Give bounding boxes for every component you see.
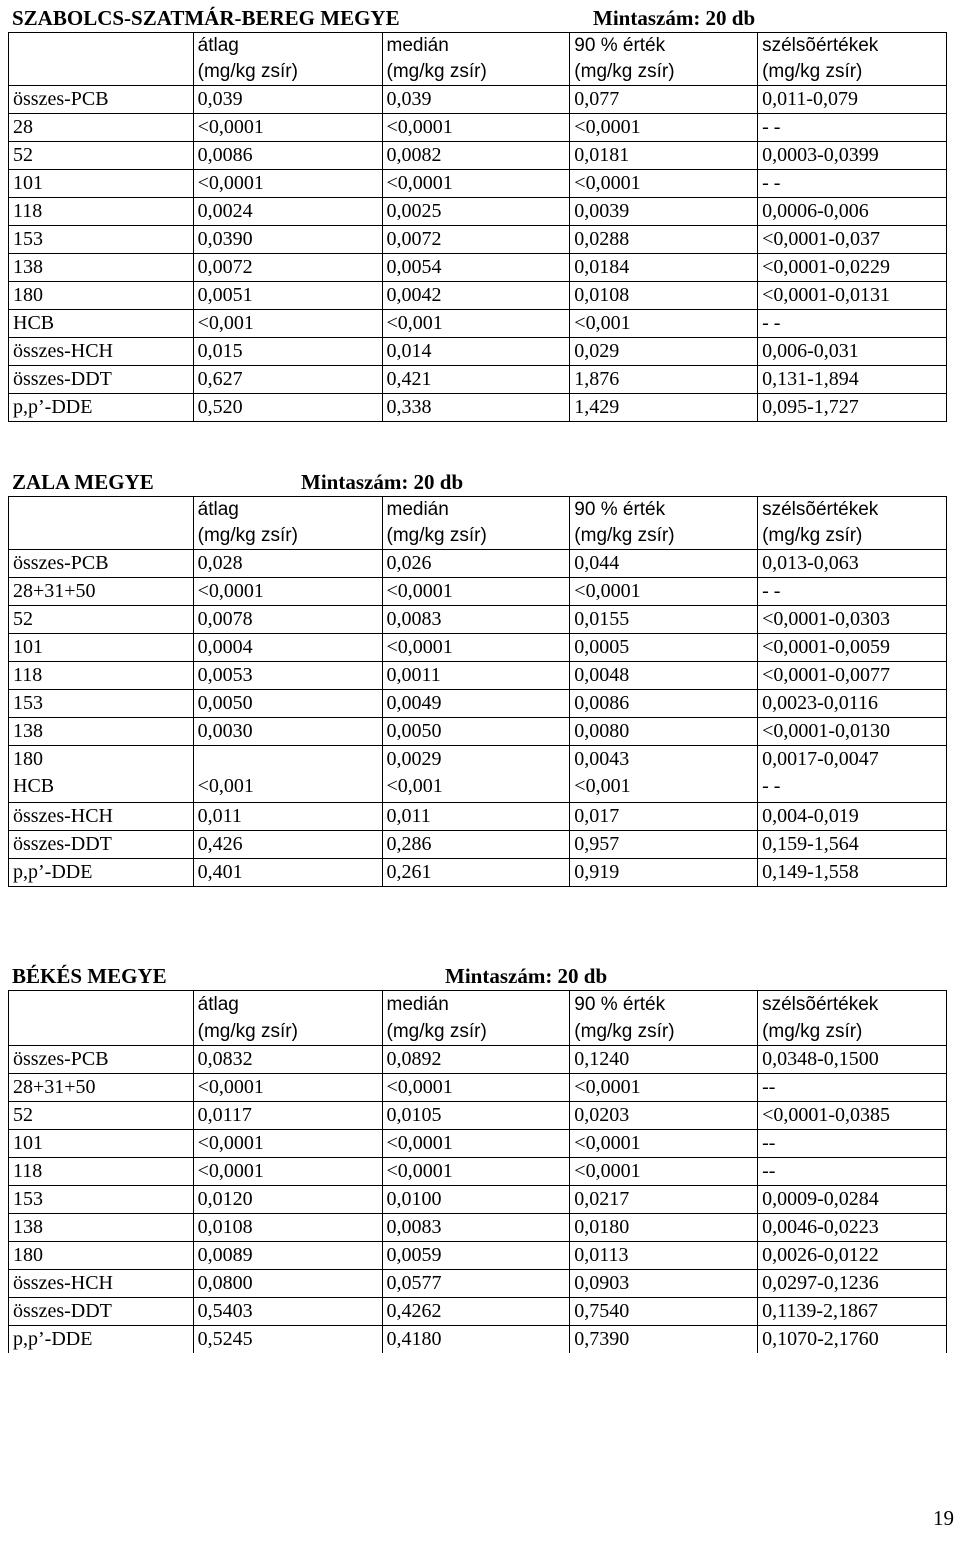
table-row [9, 114, 947, 142]
table-cell: 0,011-0,079 [758, 86, 947, 114]
row-label: összes-DDT [9, 1298, 194, 1326]
table-row [9, 831, 947, 859]
section-bekes [8, 962, 947, 1353]
table-cell: 0,0892 [382, 1046, 570, 1074]
table-row [9, 198, 947, 226]
table-cell: 0,0053 [193, 662, 382, 690]
table-cell: 0,015 [193, 338, 382, 366]
table-cell: 0,4180 [382, 1326, 570, 1354]
row-label: HCB [9, 310, 194, 338]
table-cell: <0,0001-0,0131 [758, 282, 947, 310]
table-cell: 0,5403 [193, 1298, 382, 1326]
table-cell: - - [758, 170, 947, 198]
table-cell: -- [758, 1158, 947, 1186]
table-cell: 0,0082 [382, 142, 570, 170]
table-cell: 0,159-1,564 [758, 831, 947, 859]
table-cell: 0,261 [382, 859, 570, 887]
table-row [9, 1186, 947, 1214]
header-p90: 90 % érték (mg/kg zsír) [570, 497, 758, 550]
table-row [9, 1270, 947, 1298]
sample-count: Mintaszám: 20 db [445, 964, 608, 988]
table-cell: - - [758, 578, 947, 606]
table-cell: 0,0024 [193, 198, 382, 226]
table-row [9, 718, 947, 746]
header-empty [9, 991, 194, 1046]
table-cell: 0,0800 [193, 1270, 382, 1298]
table-cell: 0,0042 [382, 282, 570, 310]
row-label: 153 [9, 226, 194, 254]
table-row [9, 662, 947, 690]
row-label: összes-PCB [9, 86, 194, 114]
table-row [9, 578, 947, 606]
table-cell: 0,0113 [570, 1242, 758, 1270]
table-cell: 0,0117 [193, 1102, 382, 1130]
table-row [9, 254, 947, 282]
table-cell: 0,0072 [382, 226, 570, 254]
table-cell: 0,0108 [570, 282, 758, 310]
table-cell: <0,0001 [193, 1074, 382, 1102]
row-label: összes-HCH [9, 338, 194, 366]
table-cell: 0,0203 [570, 1102, 758, 1130]
table-cell: 0,401 [193, 859, 382, 887]
table-cell: <0,0001-0,0059 [758, 634, 947, 662]
table-cell: <0,0001 [382, 634, 570, 662]
header-szelso: szélsõértékek (mg/kg zsír) [758, 497, 947, 550]
header-median: medián (mg/kg zsír) [382, 33, 570, 86]
header-median: medián (mg/kg zsír) [382, 991, 570, 1046]
table-cell: <0,0001 [382, 1130, 570, 1158]
table-cell: 0,0120 [193, 1186, 382, 1214]
table-cell: <0,0001-0,0229 [758, 254, 947, 282]
header-empty [9, 497, 194, 550]
row-label: összes-PCB [9, 1046, 194, 1074]
table-cell: <0,0001-0,0130 [758, 718, 947, 746]
table-cell: 0,011 [193, 803, 382, 831]
row-label: összes-PCB [9, 550, 194, 578]
table-cell: 0,0184 [570, 254, 758, 282]
header-p90: 90 % érték (mg/kg zsír) [570, 991, 758, 1046]
section-zala [8, 468, 947, 887]
table-cell: 0,338 [382, 394, 570, 422]
table-row [9, 1298, 947, 1326]
table-cell: 0,0048 [570, 662, 758, 690]
table-cell: 0,0348-0,1500 [758, 1046, 947, 1074]
table-cell: 0,421 [382, 366, 570, 394]
table-cell: 0,4262 [382, 1298, 570, 1326]
table-cell: 0,0039 [570, 198, 758, 226]
header-szelso: szélsõértékek (mg/kg zsír) [758, 33, 947, 86]
table-cell: 0,0005 [570, 634, 758, 662]
table-cell: 0,0009-0,0284 [758, 1186, 947, 1214]
table-row [9, 86, 947, 114]
table-cell: 0,039 [193, 86, 382, 114]
table-cell: <0,0001 [570, 1074, 758, 1102]
header-szelso: szélsõértékek (mg/kg zsír) [758, 991, 947, 1046]
table-cell: <0,0001 [382, 170, 570, 198]
row-label: p,p’-DDE [9, 394, 194, 422]
table-cell: 0,0155 [570, 606, 758, 634]
row-label: 180 [9, 282, 194, 310]
row-label: 153 [9, 1186, 194, 1214]
table-row [9, 282, 947, 310]
row-label: 52 [9, 142, 194, 170]
table-cell: 0,0029 <0,001 [382, 746, 570, 803]
row-label: p,p’-DDE [9, 859, 194, 887]
section-szabolcs [8, 4, 947, 422]
table-row [9, 1242, 947, 1270]
table-cell: 0,957 [570, 831, 758, 859]
table-cell: <0,0001-0,0303 [758, 606, 947, 634]
table-cell: 0,0025 [382, 198, 570, 226]
table-cell: 0,0059 [382, 1242, 570, 1270]
row-label: 28+31+50 [9, 578, 194, 606]
row-label: 118 [9, 662, 194, 690]
row-label: összes-HCH [9, 803, 194, 831]
table-cell: 0,0297-0,1236 [758, 1270, 947, 1298]
header-row [9, 33, 947, 86]
table-cell: <0,0001 [193, 170, 382, 198]
table-row [9, 1214, 947, 1242]
table-cell: 0,0011 [382, 662, 570, 690]
row-label: 52 [9, 1102, 194, 1130]
table-row [9, 634, 947, 662]
table-cell: <0,0001 [570, 170, 758, 198]
table-cell: 0,0003-0,0399 [758, 142, 947, 170]
table-cell: 0,919 [570, 859, 758, 887]
table-cell: 0,0083 [382, 1214, 570, 1242]
table-cell: 0,0046-0,0223 [758, 1214, 947, 1242]
header-row [9, 991, 947, 1046]
page-number: 19 [933, 1506, 954, 1530]
table-row-merged [9, 746, 947, 803]
table-cell: 0,0108 [193, 1214, 382, 1242]
table-cell: 0,095-1,727 [758, 394, 947, 422]
table-cell: 0,0051 [193, 282, 382, 310]
table-cell: 0,0180 [570, 1214, 758, 1242]
table-cell: 0,0050 [382, 718, 570, 746]
table-cell: <0,0001 [382, 1074, 570, 1102]
table-row [9, 1130, 947, 1158]
table-cell: 0,0050 [193, 690, 382, 718]
table-cell: 0,0023-0,0116 [758, 690, 947, 718]
data-table [8, 496, 947, 887]
table-cell: 0,286 [382, 831, 570, 859]
table-cell: - - [758, 114, 947, 142]
table-cell: <0,0001 [570, 578, 758, 606]
table-cell: 0,0004 [193, 634, 382, 662]
table-cell: 0,1070-2,1760 [758, 1326, 947, 1354]
table-cell: 0,017 [570, 803, 758, 831]
table-cell: 0,520 [193, 394, 382, 422]
table-cell: <0,001 [382, 310, 570, 338]
row-label: p,p’-DDE [9, 1326, 194, 1354]
row-label: 138 [9, 718, 194, 746]
row-label: 52 [9, 606, 194, 634]
row-label: összes-DDT [9, 366, 194, 394]
table-row [9, 142, 947, 170]
table-cell: 0,627 [193, 366, 382, 394]
table-cell: <0,0001 [570, 114, 758, 142]
table-cell: 0,1240 [570, 1046, 758, 1074]
table-row [9, 338, 947, 366]
table-row [9, 170, 947, 198]
table-cell: 0,131-1,894 [758, 366, 947, 394]
table-cell: 0,011 [382, 803, 570, 831]
header-atlag: átlag (mg/kg zsír) [193, 497, 382, 550]
table-cell: 0,0043 <0,001 [570, 746, 758, 803]
row-label: összes-DDT [9, 831, 194, 859]
table-row [9, 394, 947, 422]
table-row [9, 1074, 947, 1102]
table-cell: -- [758, 1074, 947, 1102]
table-cell: 0,0049 [382, 690, 570, 718]
table-cell: 0,0083 [382, 606, 570, 634]
sample-count: Mintaszám: 20 db [301, 470, 464, 494]
table-cell: 0,077 [570, 86, 758, 114]
table-cell: <0,0001 [193, 1130, 382, 1158]
table-cell: <0,001 [193, 746, 382, 803]
section-header [8, 4, 947, 32]
table-cell: 0,0181 [570, 142, 758, 170]
row-label: 118 [9, 1158, 194, 1186]
table-cell: 0,0086 [570, 690, 758, 718]
table-row [9, 310, 947, 338]
header-row [9, 497, 947, 550]
table-cell: <0,0001 [193, 578, 382, 606]
table-cell: 0,0100 [382, 1186, 570, 1214]
section-title: ZALA MEGYE [12, 470, 154, 494]
table-cell: 0,0080 [570, 718, 758, 746]
table-cell: <0,0001-0,0077 [758, 662, 947, 690]
header-median: medián (mg/kg zsír) [382, 497, 570, 550]
table-cell: 0,1139-2,1867 [758, 1298, 947, 1326]
table-cell: 0,0577 [382, 1270, 570, 1298]
table-cell: 0,006-0,031 [758, 338, 947, 366]
table-cell: 0,044 [570, 550, 758, 578]
table-cell: 0,014 [382, 338, 570, 366]
table-cell: 0,028 [193, 550, 382, 578]
row-label: 101 [9, 170, 194, 198]
row-label: 153 [9, 690, 194, 718]
header-atlag: átlag (mg/kg zsír) [193, 991, 382, 1046]
table-cell: <0,0001 [570, 1130, 758, 1158]
table-cell: 0,026 [382, 550, 570, 578]
table-cell: 0,0078 [193, 606, 382, 634]
row-label: 180 HCB [9, 746, 194, 803]
table-row [9, 550, 947, 578]
table-row [9, 226, 947, 254]
table-cell: 0,0217 [570, 1186, 758, 1214]
data-table [8, 990, 947, 1353]
table-cell: 0,7540 [570, 1298, 758, 1326]
row-label: 28+31+50 [9, 1074, 194, 1102]
table-cell: 0,0030 [193, 718, 382, 746]
section-header [8, 962, 947, 990]
table-cell: 0,0832 [193, 1046, 382, 1074]
table-cell: 0,149-1,558 [758, 859, 947, 887]
table-cell: 0,0026-0,0122 [758, 1242, 947, 1270]
table-cell: 1,876 [570, 366, 758, 394]
row-label: 138 [9, 1214, 194, 1242]
table-cell: 0,0903 [570, 1270, 758, 1298]
sample-count: Mintaszám: 20 db [593, 6, 756, 30]
table-row [9, 803, 947, 831]
table-cell: - - [758, 310, 947, 338]
row-label: összes-HCH [9, 1270, 194, 1298]
table-cell: 0,0017-0,0047 - - [758, 746, 947, 803]
table-cell: 0,5245 [193, 1326, 382, 1354]
table-cell: <0,0001-0,037 [758, 226, 947, 254]
table-cell: 0,013-0,063 [758, 550, 947, 578]
table-row [9, 1046, 947, 1074]
section-header [8, 468, 947, 496]
table-row [9, 606, 947, 634]
table-cell: 0,0086 [193, 142, 382, 170]
table-cell: 0,0105 [382, 1102, 570, 1130]
table-row [9, 1158, 947, 1186]
table-cell: 0,0006-0,006 [758, 198, 947, 226]
header-atlag: átlag (mg/kg zsír) [193, 33, 382, 86]
table-row [9, 690, 947, 718]
table-cell: -- [758, 1130, 947, 1158]
row-label: 180 [9, 1242, 194, 1270]
table-row [9, 1102, 947, 1130]
table-row [9, 366, 947, 394]
table-cell: 0,0288 [570, 226, 758, 254]
row-label: 101 [9, 1130, 194, 1158]
table-cell: 0,426 [193, 831, 382, 859]
table-cell: <0,0001 [193, 1158, 382, 1186]
table-cell: 0,0054 [382, 254, 570, 282]
row-label: 28 [9, 114, 194, 142]
table-cell: 0,029 [570, 338, 758, 366]
table-cell: <0,001 [193, 310, 382, 338]
table-cell: <0,0001 [193, 114, 382, 142]
table-row [9, 859, 947, 887]
table-cell: 0,0390 [193, 226, 382, 254]
row-label: 118 [9, 198, 194, 226]
section-title: SZABOLCS-SZATMÁR-BEREG MEGYE [12, 6, 400, 30]
table-cell: <0,001 [570, 310, 758, 338]
table-cell: 0,039 [382, 86, 570, 114]
row-label: 101 [9, 634, 194, 662]
table-cell: <0,0001 [570, 1158, 758, 1186]
table-cell: 0,0089 [193, 1242, 382, 1270]
data-table [8, 32, 947, 422]
row-label: 138 [9, 254, 194, 282]
table-cell: 0,7390 [570, 1326, 758, 1354]
table-cell: <0,0001-0,0385 [758, 1102, 947, 1130]
table-row [9, 1326, 947, 1354]
header-empty [9, 33, 194, 86]
table-cell: 0,0072 [193, 254, 382, 282]
table-cell: 0,004-0,019 [758, 803, 947, 831]
header-p90: 90 % érték (mg/kg zsír) [570, 33, 758, 86]
table-cell: <0,0001 [382, 1158, 570, 1186]
table-cell: 1,429 [570, 394, 758, 422]
table-cell: <0,0001 [382, 578, 570, 606]
section-title: BÉKÉS MEGYE [12, 964, 167, 988]
table-cell: <0,0001 [382, 114, 570, 142]
